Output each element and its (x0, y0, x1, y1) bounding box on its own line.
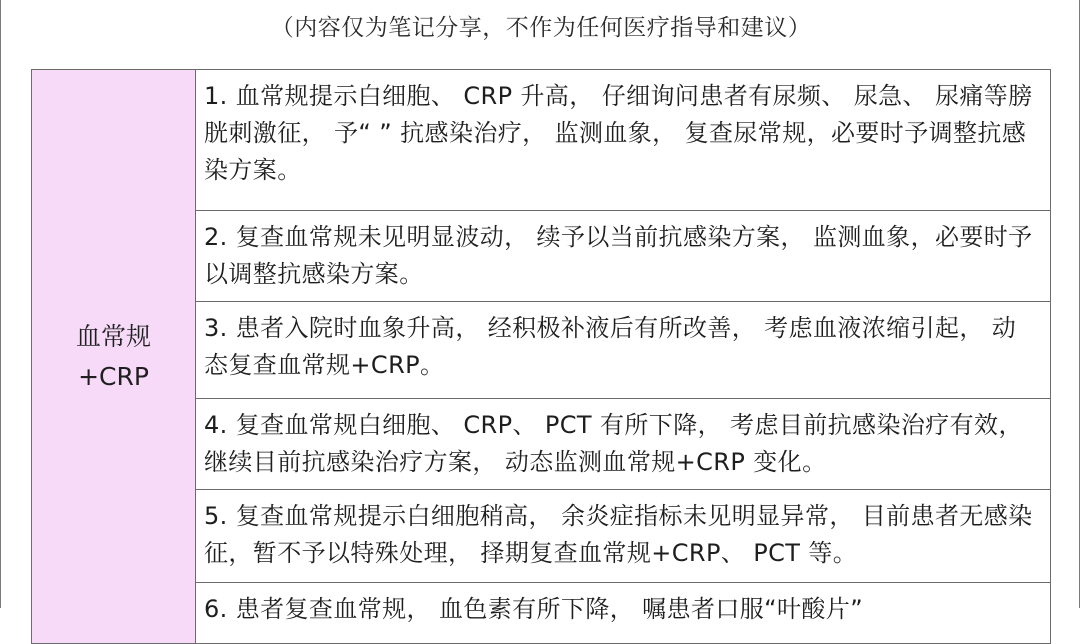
row-text-5: 5. 复查血常规提示白细胞稍高， 余炎症指标未见明显异常， 目前患者无感染征，暂不予以特殊处理， 择期复查血常规+CRP、 PCT 等。 (204, 502, 1033, 567)
notes-table (31, 69, 1051, 644)
table-cell (196, 399, 1051, 490)
row-text-1: 1. 血常规提示白细胞、 CRP 升高， 仔细询问患者有尿频、 尿急、 尿痛等膀胱刺激征， 予“ ” 抗感染治疗， 监测血象， 复查尿常规，必要时予调整抗感染方案。 (204, 82, 1033, 184)
table-cell (196, 70, 1051, 211)
table-cell (196, 302, 1051, 399)
category-label: 血常规 +CRP (75, 321, 151, 391)
category-cell (32, 70, 196, 644)
row-text-6: 6. 患者复查血常规， 血色素有所下降， 嘱患者口服“叶酸片” (204, 595, 864, 623)
table-cell (196, 490, 1051, 583)
table-row (32, 70, 1051, 211)
row-text-3: 3. 患者入院时血象升高， 经积极补液后有所改善， 考虑血液浓缩引起， 动态复查血常规+CRP。 (204, 314, 1017, 379)
disclaimer-text: （内容仅为笔记分享，不作为任何医疗指导和建议） (270, 15, 812, 41)
row-text-4: 4. 复查血常规白细胞、 CRP、 PCT 有所下降， 考虑目前抗感染治疗有效， 继续目前抗感染治疗方案， 动态监测血常规+CRP 变化。 (204, 411, 1023, 476)
row-text-2: 2. 复查血常规未见明显波动， 续予以当前抗感染方案， 监测血象，必要时予以调整抗感染方案。 (204, 223, 1033, 288)
table-cell (196, 211, 1051, 302)
table-cell (196, 583, 1051, 644)
